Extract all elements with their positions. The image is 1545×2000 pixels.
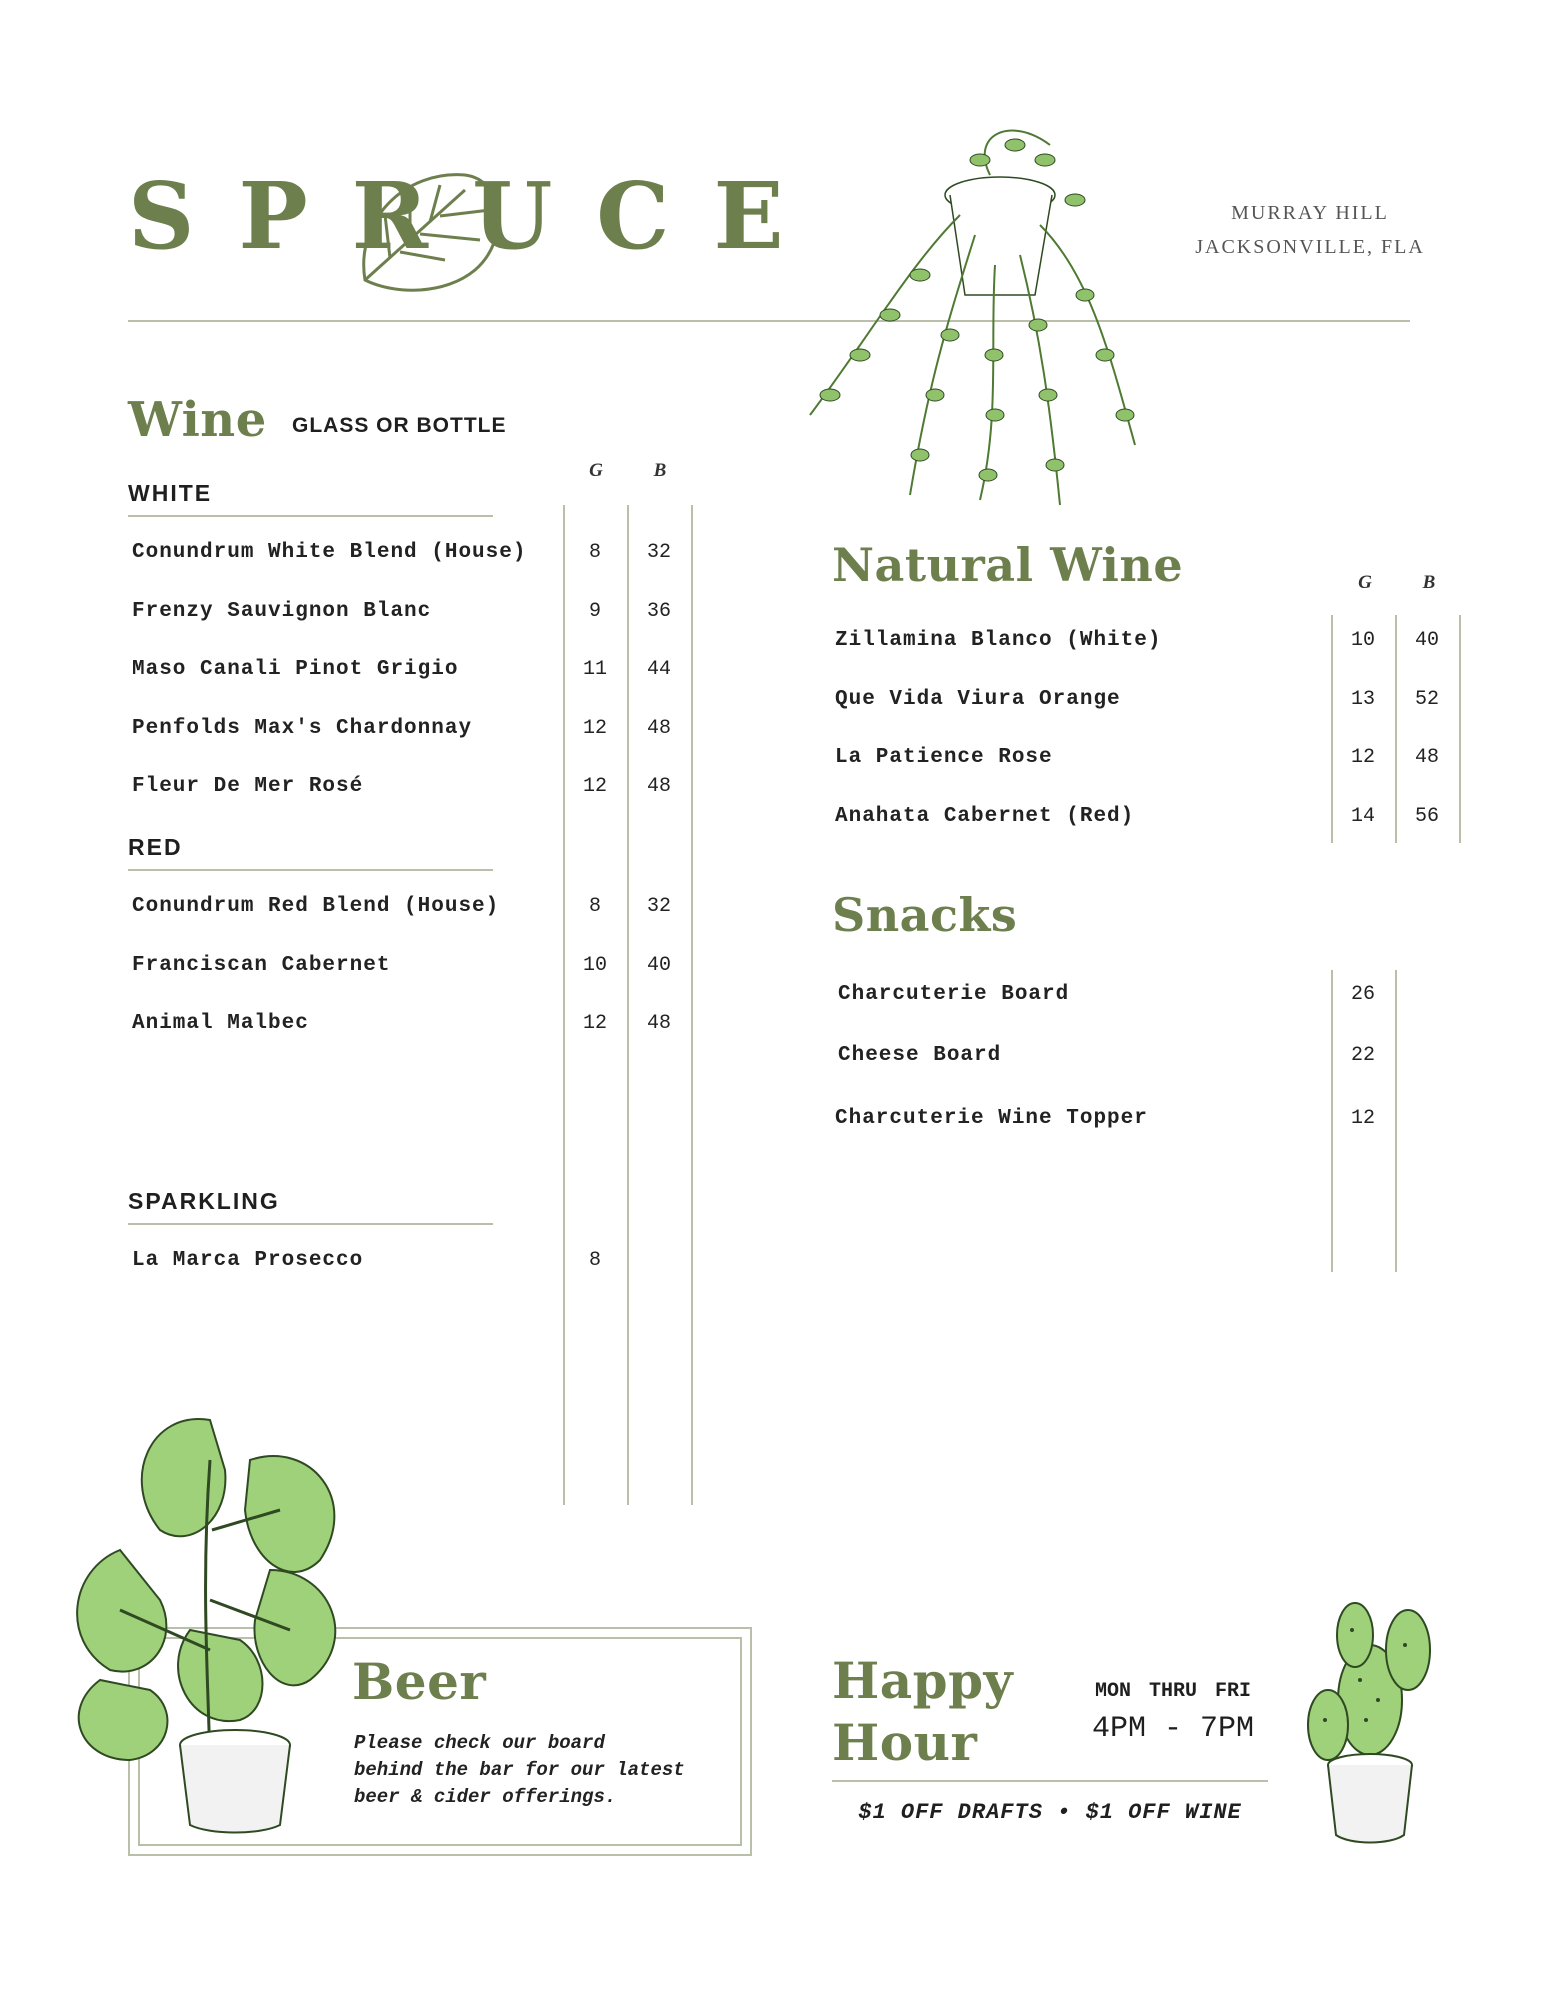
price-glass: 12 bbox=[582, 717, 607, 740]
wine-sparkling-label: SPARKLING bbox=[128, 1188, 280, 1214]
list-item: Fleur De Mer Rosé bbox=[132, 775, 364, 798]
price-bottle: 48 bbox=[646, 775, 671, 798]
beer-note-line: beer & cider offerings. bbox=[354, 1786, 617, 1808]
white-divider bbox=[128, 515, 493, 517]
logo-wordmark: SPRUCE bbox=[128, 162, 828, 270]
price-glass: 12 bbox=[1350, 746, 1375, 769]
price-glass: 10 bbox=[582, 954, 607, 977]
beer-title: Beer bbox=[352, 1652, 487, 1711]
list-item: Que Vida Viura Orange bbox=[835, 688, 1121, 711]
wine-col-bottle: B bbox=[653, 460, 667, 481]
price-bottle: 48 bbox=[1414, 746, 1439, 769]
price-glass: 9 bbox=[588, 600, 601, 623]
price-bottle: 48 bbox=[646, 1012, 671, 1035]
location bbox=[1160, 196, 1460, 264]
snacks-title: Snacks bbox=[832, 888, 1018, 942]
price-glass: 8 bbox=[588, 895, 601, 918]
price-glass: 8 bbox=[588, 1249, 601, 1272]
list-item: Penfolds Max's Chardonnay bbox=[132, 717, 473, 740]
price: 22 bbox=[1350, 1044, 1375, 1067]
natural-col-bottle: B bbox=[1422, 572, 1436, 593]
natural-col-divider-2 bbox=[1395, 615, 1397, 843]
price-glass: 12 bbox=[582, 1012, 607, 1035]
beer-note bbox=[354, 1730, 685, 1811]
wine-title: Wine bbox=[128, 392, 267, 448]
snacks-col-divider-2 bbox=[1395, 970, 1397, 1272]
wine-col-divider-3 bbox=[691, 505, 693, 1505]
wine-col-divider-2 bbox=[627, 505, 629, 1505]
list-item: Animal Malbec bbox=[132, 1012, 309, 1035]
price: 12 bbox=[1350, 1107, 1375, 1130]
natural-wine-title: Natural Wine bbox=[832, 538, 1184, 592]
wine-col-glass: G bbox=[589, 460, 603, 481]
list-item: Charcuterie Board bbox=[838, 983, 1070, 1006]
list-item: Cheese Board bbox=[838, 1044, 1002, 1067]
list-item: Conundrum Red Blend (House) bbox=[132, 895, 500, 918]
price-bottle: 48 bbox=[646, 717, 671, 740]
list-item: Anahata Cabernet (Red) bbox=[835, 805, 1135, 828]
price-bottle: 36 bbox=[646, 600, 671, 623]
wine-white-label: WHITE bbox=[128, 480, 213, 506]
list-item: Franciscan Cabernet bbox=[132, 954, 391, 977]
price-bottle: 44 bbox=[646, 658, 671, 681]
price-glass: 13 bbox=[1350, 688, 1375, 711]
price-bottle: 40 bbox=[646, 954, 671, 977]
price-glass: 12 bbox=[582, 775, 607, 798]
monstera-leaf-icon bbox=[345, 160, 515, 300]
happy-hour-title-line: Happy bbox=[832, 1651, 1014, 1710]
header-divider bbox=[128, 320, 1410, 322]
price-glass: 8 bbox=[588, 541, 601, 564]
monstera-plant-illustration bbox=[60, 1400, 370, 1840]
list-item: Charcuterie Wine Topper bbox=[835, 1107, 1148, 1130]
price-bottle: 40 bbox=[1414, 629, 1439, 652]
price-bottle: 56 bbox=[1414, 805, 1439, 828]
cactus-illustration bbox=[1290, 1590, 1450, 1850]
list-item: Conundrum White Blend (House) bbox=[132, 541, 527, 564]
price-bottle: 32 bbox=[646, 541, 671, 564]
happy-hour-title-line: Hour bbox=[832, 1713, 978, 1772]
sparkling-divider bbox=[128, 1223, 493, 1225]
natural-col-divider-1 bbox=[1331, 615, 1333, 843]
natural-col-divider-3 bbox=[1459, 615, 1461, 843]
hanging-plant-illustration bbox=[790, 115, 1170, 515]
beer-note-line: behind the bar for our latest bbox=[354, 1759, 685, 1781]
red-divider bbox=[128, 869, 493, 871]
list-item: Maso Canali Pinot Grigio bbox=[132, 658, 459, 681]
list-item: Frenzy Sauvignon Blanc bbox=[132, 600, 432, 623]
happy-hour-time: 4PM - 7PM bbox=[1091, 1712, 1255, 1746]
wine-red-label: RED bbox=[128, 834, 183, 860]
price-glass: 10 bbox=[1350, 629, 1375, 652]
list-item: La Patience Rose bbox=[835, 746, 1053, 769]
price-glass: 14 bbox=[1350, 805, 1375, 828]
happy-hour-days: MON THRU FRI bbox=[1094, 1680, 1252, 1703]
list-item: Zillamina Blanco (White) bbox=[835, 629, 1162, 652]
list-item: La Marca Prosecco bbox=[132, 1249, 364, 1272]
happy-hour-title bbox=[832, 1650, 1013, 1774]
happy-hour-deals: $1 OFF DRAFTS • $1 OFF WINE bbox=[858, 1800, 1242, 1825]
location-neighborhood: MURRAY HILL bbox=[1231, 202, 1389, 224]
snacks-col-divider-1 bbox=[1331, 970, 1333, 1272]
price-bottle: 52 bbox=[1414, 688, 1439, 711]
price-bottle: 32 bbox=[646, 895, 671, 918]
beer-note-line: Please check our board bbox=[354, 1732, 605, 1754]
wine-subtitle: GLASS OR BOTTLE bbox=[292, 414, 507, 437]
location-city: JACKSONVILLE, FLA bbox=[1195, 236, 1425, 258]
price: 26 bbox=[1350, 983, 1375, 1006]
price-glass: 11 bbox=[582, 658, 607, 681]
natural-col-glass: G bbox=[1358, 572, 1372, 593]
happy-hour-divider bbox=[832, 1780, 1268, 1782]
wine-col-divider-1 bbox=[563, 505, 565, 1505]
